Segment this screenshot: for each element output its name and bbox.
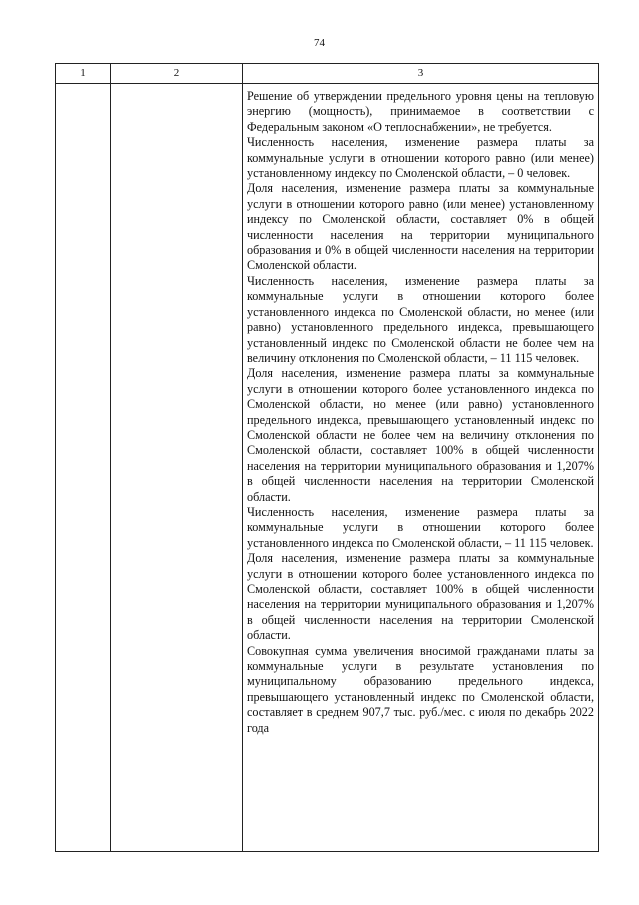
paragraph-share-within-deviation: Доля населения, изменение размера платы за коммунальные услуги в отношении которого более установленного индекса по Смоленской области, но менее (или равно) установленного предельного индекса, превышающего установленный индекс по Смоленской области не более чем на величину отклонения по Смоленской области, составляет 100% в общей численности населения на территории муниципального образования и 1,207% в общей численности населения на территории Смоленской области. bbox=[247, 366, 594, 504]
document-table bbox=[55, 63, 599, 852]
paragraph-share-equal-index: Доля населения, изменение размера платы за коммунальные услуги в отношении которого равно (или менее) установленному индексу по Смоленской области, составляет 0% в общей численности населения на территории муниципального образования и 0% в общей численности населения на территории Смоленской области. bbox=[247, 181, 594, 273]
paragraph-population-equal-index: Численность населения, изменение размера платы за коммунальные услуги в отношении которого равно (или менее) установленному индексу по Смоленской области, – 0 человек. bbox=[247, 135, 594, 181]
paragraph-population-within-deviation: Численность населения, изменение размера платы за коммунальные услуги в отношении которого более установленного индекса по Смоленской области, но менее (или равно) установленного предельного индекса, превышающего установленный индекс по Смоленской области не более чем на величину отклонения по Смоленской области, – 11 115 человек. bbox=[247, 273, 594, 365]
paragraph-share-above-index: Доля населения, изменение размера платы за коммунальные услуги в отношении которого более установленного индекса по Смоленской области, составляет 100% в общей численности населения на территории муниципального образования и 1,207% в общей численности населения на территории Смоленской области. bbox=[247, 551, 594, 643]
table-header-row bbox=[56, 64, 599, 84]
table-body-row bbox=[56, 84, 599, 852]
column-3-cell bbox=[243, 84, 599, 852]
page-number: 74 bbox=[314, 37, 325, 49]
paragraph-heat-price-decision: Решение об утверждении предельного уровня цены на тепловую энергию (мощность), принимаемое в соответствии с Федеральным законом «О теплоснабжении», не требуется. bbox=[247, 89, 594, 134]
column-header-1: 1 bbox=[56, 64, 111, 84]
column-header-3: 3 bbox=[243, 64, 599, 84]
column-header-2: 2 bbox=[111, 64, 243, 84]
column-2-cell bbox=[111, 84, 243, 852]
column-1-cell bbox=[56, 84, 111, 852]
paragraph-total-payment-increase: Совокупная сумма увеличения вносимой гражданами платы за коммунальные услуги в результате установления по муниципальному образованию предельного индекса, превышающего установленный индекс по Смоленской области, составляет в среднем 907,7 тыс. руб./мес. с июля по декабрь 2022 года bbox=[247, 643, 594, 735]
paragraph-population-above-index: Численность населения, изменение размера платы за коммунальные услуги в отношении которого более установленного индекса по Смоленской области, – 11 115 человек. bbox=[247, 504, 594, 550]
